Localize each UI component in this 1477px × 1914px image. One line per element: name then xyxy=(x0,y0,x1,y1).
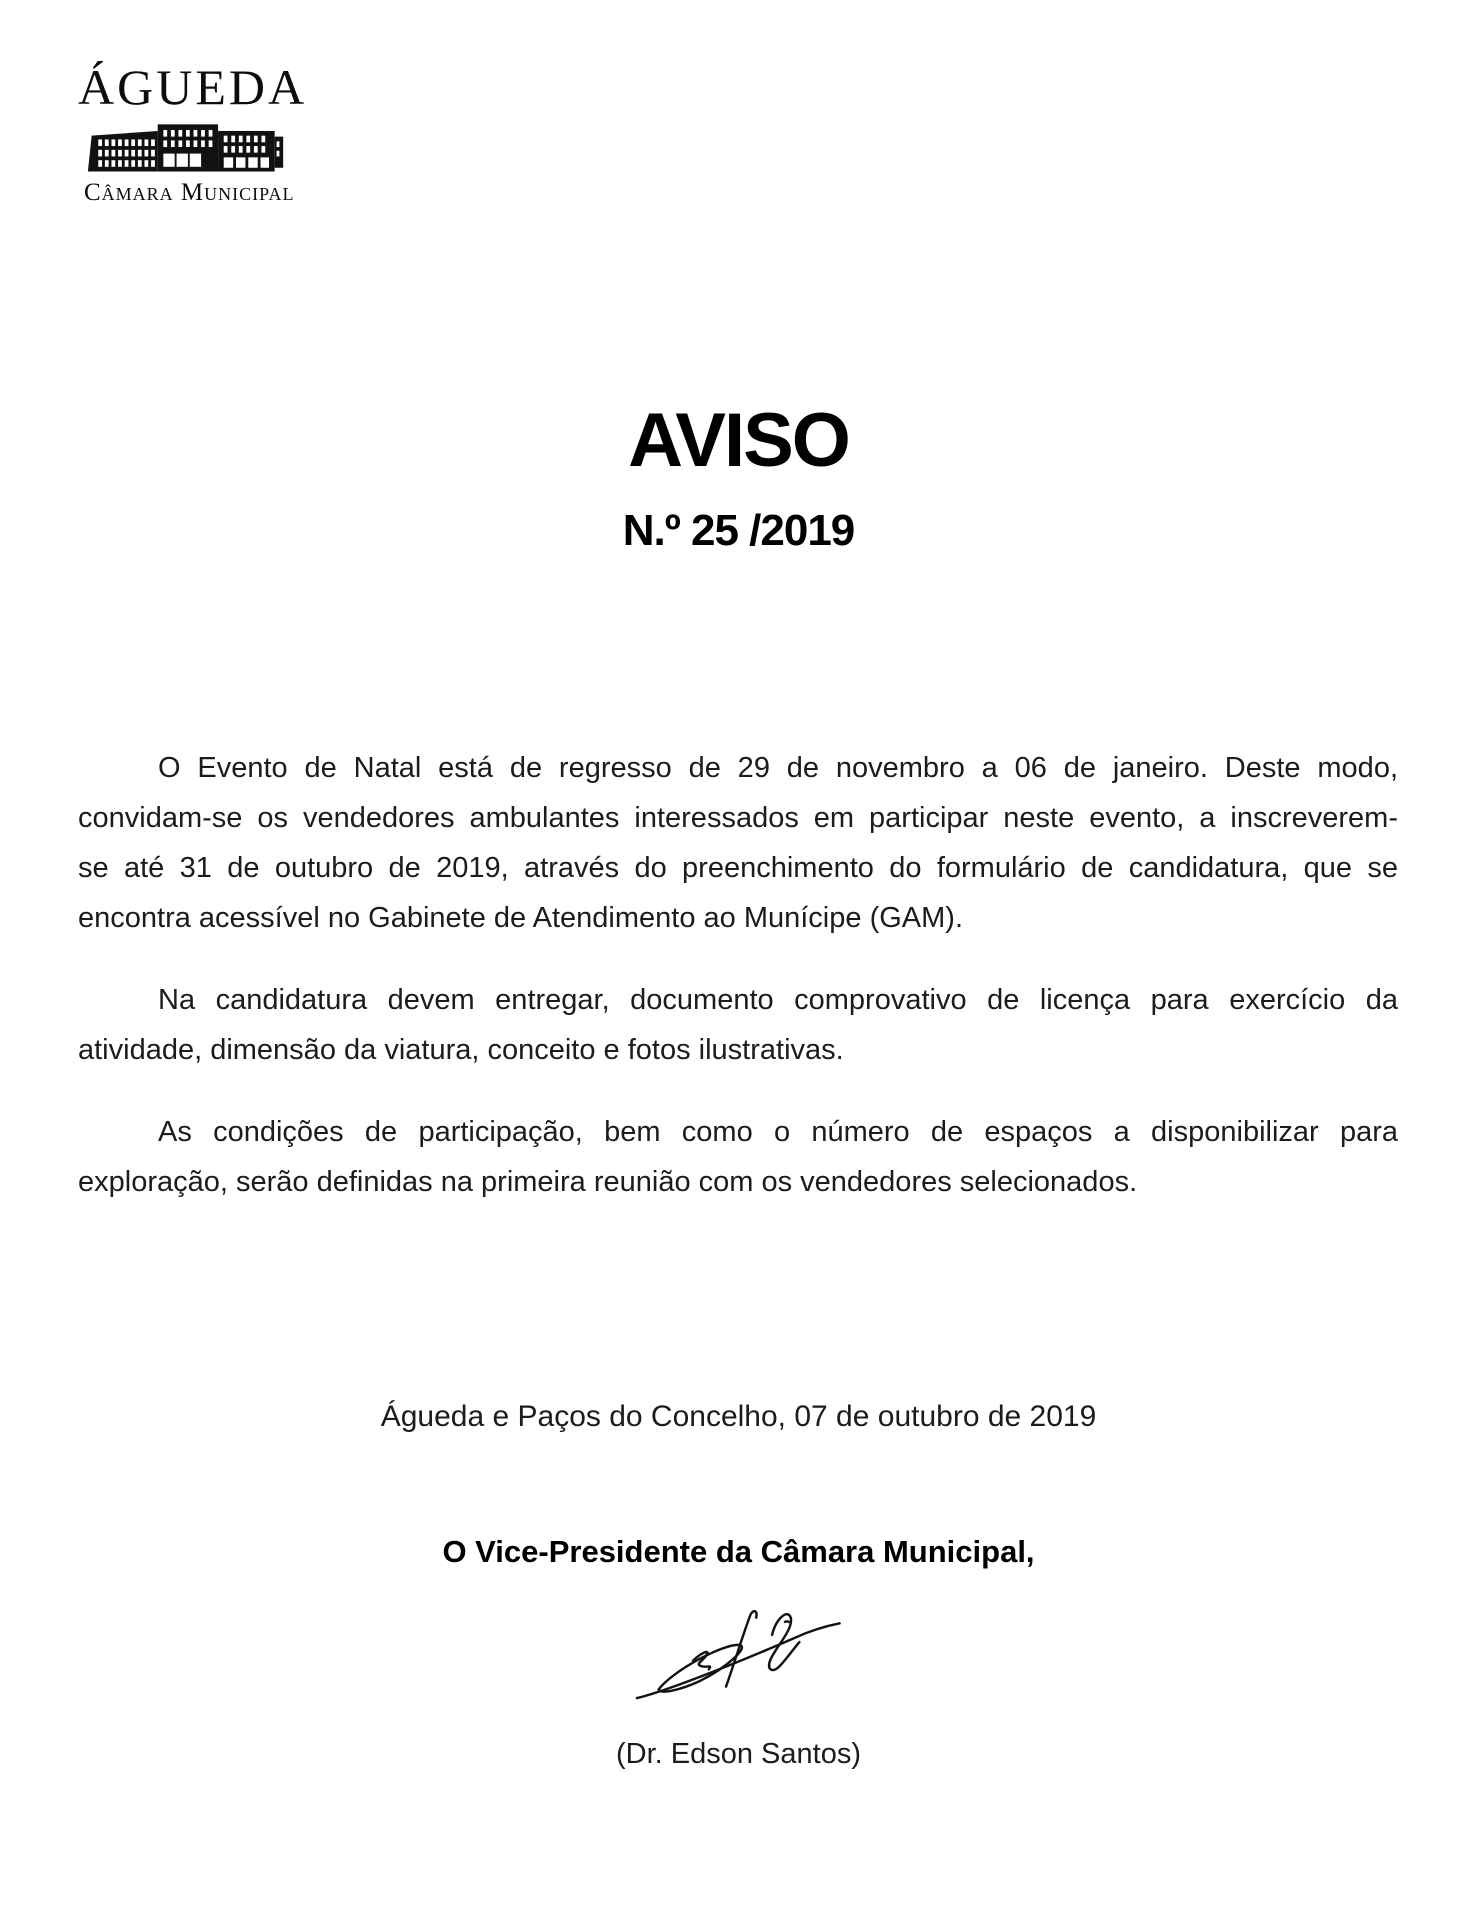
body-line: Na candidatura devem entregar, documento comprovativo de licença para exercício da xyxy=(158,984,1398,1016)
municipality-logo xyxy=(0,0,1477,205)
logo-subtitle: Câmara Municipal xyxy=(84,179,295,206)
body-line: O Evento de Natal está de regresso de 29 de novembro a 06 de janeiro. Deste modo, xyxy=(158,752,1398,784)
body-line: encontra acessível no Gabinete de Atendimento ao Munícipe (GAM). xyxy=(78,902,963,934)
handwritten-signature-icon xyxy=(624,1605,854,1715)
signer-title: O Vice-Presidente da Câmara Municipal, xyxy=(442,1534,1035,1569)
paragraph-3 xyxy=(78,1107,1398,1207)
page-title: AVISO xyxy=(628,398,849,483)
municipal-building-icon xyxy=(86,120,286,174)
paragraph-2 xyxy=(78,975,1398,1075)
notice-number: N.º 25 /2019 xyxy=(622,506,855,555)
body-line: se até 31 de outubro de 2019, através do preenchimento do formulário de candidatura, que se xyxy=(78,852,1398,884)
logo-brand-text: ÁGUEDA xyxy=(78,59,308,115)
signature-block xyxy=(0,1605,1477,1720)
notice-body xyxy=(78,743,1398,1207)
body-line: atividade, dimensão da viatura, conceito e fotos ilustrativas. xyxy=(78,1034,844,1066)
paragraph-1 xyxy=(78,743,1398,943)
dateline: Águeda e Paços do Concelho, 07 de outubro de 2019 xyxy=(380,1400,1097,1433)
signer-name: (Dr. Edson Santos) xyxy=(616,1738,861,1770)
body-line: As condições de participação, bem como o número de espaços a disponibilizar para xyxy=(158,1116,1398,1148)
body-line: exploração, serão definidas na primeira reunião com os vendedores selecionados. xyxy=(78,1166,1138,1198)
body-line: convidam-se os vendedores ambulantes interessados em participar neste evento, a inscreverem- xyxy=(78,802,1398,834)
